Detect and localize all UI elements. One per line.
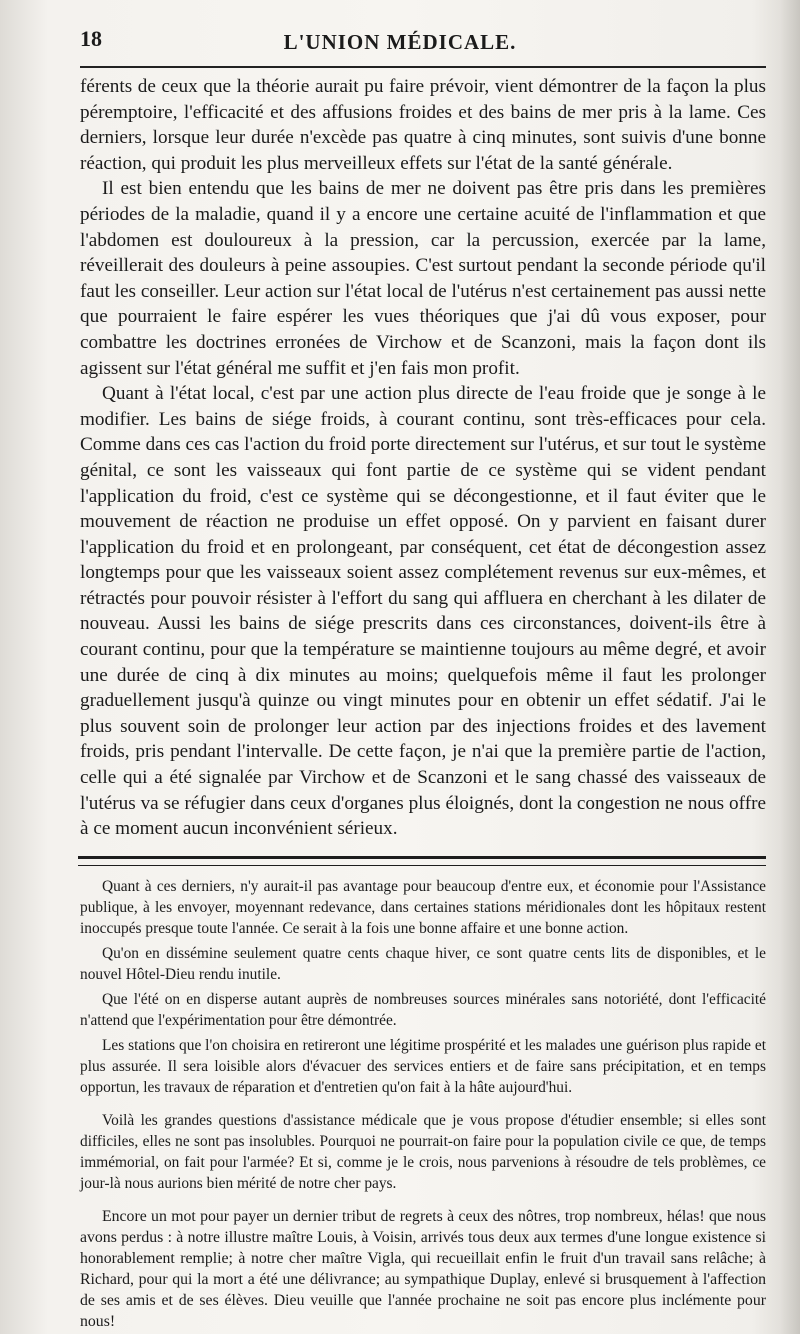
main-paragraph: Il est bien entendu que les bains de mer ne doivent pas être pris dans les premières périodes de la maladie, quand il y a encore une certaine acuité de l'inflammation et que l'abdomen est douloureux à la pression, car la percussion, exercée par la lame, réveillerait des douleurs à peine assoupies. C'est surtout pendant la seconde période qu'il faut les conseiller. Leur action sur l'état local de l'utérus n'est certainement pas aussi nette que pourraient le faire espérer les vues théoriques que j'ai dû vous exposer, pour combattre les doctrines erronées de Virchow et de Scanzoni, mais la façon dont ils agissent sur l'état général me suffit et j'en fais mon profit. — [80, 178, 766, 379]
running-title: L'UNION MÉDICALE. — [283, 30, 517, 54]
note-paragraph: Quant à ces derniers, n'y aurait-il pas avantage pour beaucoup d'entre eux, et économie pour l'Assistance publique, à les envoyer, moyennant redevance, dans certaines stations méridionales dont les hôpitaux restent inoccupés presque toute l'année. Ce serait à la fois une bonne affaire et une bonne action. — [80, 877, 766, 937]
page-edge-shadow — [780, 0, 800, 1334]
note-paragraph: Voilà les grandes questions d'assistance médicale que je vous propose d'étudier ensemble; si elles sont difficiles, elles ne sont pas insolubles. Pourquoi ne pourrait-on faire pour la population civile ce que, de temps immémorial, on fait pour l'armée? Et si, comme je le crois, nous parvenions à résoudre de tels problèmes, ce jour-là nous aurions bien mérité de notre cher pays. — [80, 1111, 766, 1192]
note-paragraph: Que l'été on en disperse autant auprès de nombreuses sources minérales sans notoriété, dont l'efficacité n'attend que l'expérimentation pour être démontrée. — [80, 990, 766, 1029]
notes-section — [80, 876, 766, 1332]
section-separator — [78, 856, 766, 866]
main-paragraph: férents de ceux que la théorie aurait pu faire prévoir, vient démontrer de la façon la plus péremptoire, l'efficacité et des affusions froides et des bains de mer pris à la lame. Ces derniers, lorsque leur durée n'excède pas quatre à cinq minutes, sont suivis d'une bonne réaction, qui produit les plus merveilleux effets sur l'état de la santé générale. — [80, 76, 766, 174]
note-paragraph: Les stations que l'on choisira en retireront une légitime prospérité et les malades une guérison plus rapide et plus assurée. Il sera loisible alors d'évacuer des services entiers et de faire sans précipitation, et en temps opportun, les travaux de réparation et d'entretien qu'on fait à la hâte aujourd'hui. — [80, 1036, 766, 1096]
page-header — [80, 26, 766, 66]
note-paragraph: Qu'on en dissémine seulement quatre cents chaque hiver, ce sont quatre cents lits de disponibles, et le nouvel Hôtel-Dieu rendu inutile. — [80, 944, 766, 983]
main-text — [80, 74, 766, 842]
page-number: 18 — [80, 26, 102, 51]
header-rule — [80, 66, 766, 68]
note-paragraph: Encore un mot pour payer un dernier tribut de regrets à ceux des nôtres, trop nombreux, hélas! que nous avons perdus : à notre illustre maître Louis, à Voisin, arrivés tous deux aux termes d'une longue existence si honorablement remplie; à notre cher maître Vigla, qui recueillait enfin le fruit d'un travail sans relâche; à Richard, pour qui la mort a été une délivrance; au sympathique Duplay, enlevé si brusquement à l'affection de ses amis et de ses élèves. Dieu veuille que l'année prochaine ne soit pas encore plus inclémente pour nous! — [80, 1207, 766, 1330]
main-paragraph: Quant à l'état local, c'est par une action plus directe de l'eau froide que je songe à le modifier. Les bains de siége froids, à courant continu, sont très-efficaces pour cela. Comme dans ces cas l'action du froid porte directement sur l'utérus, et sur tout le système génital, ce sont les vaisseaux qui font partie de ce système qui se vident pendant l'application du froid, c'est ce système qui se décongestionne, et il faut éviter que le mouvement de réaction ne produise un effet opposé. On y parvient en faisant durer l'application du froid et en prolongeant, par conséquent, cet état de décongestion assez longtemps pour que les vaisseaux soient assez complétement revenus sur eux-mêmes, et rétractés pour pouvoir résister à l'effort du sang qui affluera en cherchant à les dilater de nouveau. Aussi les bains de siége prescrits dans ces circonstances, doivent-ils être à courant continu, pour que la température se maintienne toujours au même degré, et avoir une durée de cinq à dix minutes au moins; quelquefois même il faut les prolonger graduellement jusqu'à quinze ou vingt minutes pour en obtenir un effet sédatif. J'ai le plus souvent soin de prolonger leur action par des injections froides et des lavement froids, pris pendant l'intervalle. De cette façon, je n'ai que la première partie de l'action, celle qui a été signalée par Virchow et de Scanzoni et le sang chassé des vaisseaux de l'utérus va se réfugier dans ceux d'organes plus éloignés, dont la congestion ne nous offre à ce moment aucun inconvénient sérieux. — [80, 383, 766, 840]
